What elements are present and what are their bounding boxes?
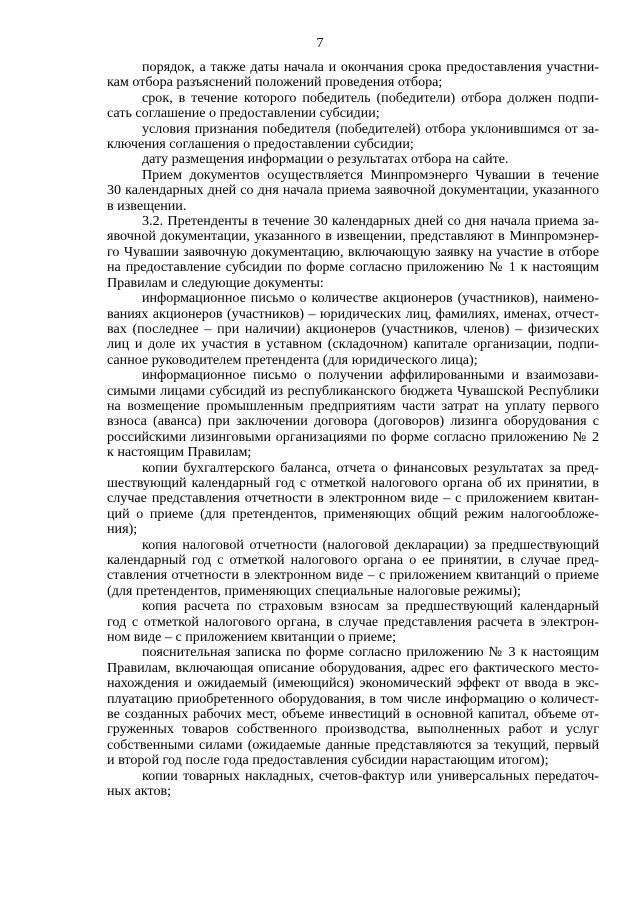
text-line: (для претендентов, применяющих специальные налоговые режимы); bbox=[107, 582, 521, 599]
text-line: нахождения и ожидаемый (имеющийся) экономический эффект от ввода в экс- bbox=[107, 675, 599, 692]
paragraph bbox=[107, 645, 599, 768]
text-line: го Чувашии заявочную документацию, включающую заявку на участие в отборе bbox=[107, 243, 599, 260]
text-line: ключения соглашения о предоставлении субсидии; bbox=[107, 136, 414, 153]
text-line: ве созданных рабочих мест, объеме инвестиций в основной капитал, объеме от- bbox=[107, 706, 599, 723]
text-line: симыми лицами субсидий из республиканского бюджета Чувашской Республики bbox=[107, 382, 599, 399]
text-line: на возмещение промышленным предприятиям части затрат на уплату первого bbox=[107, 397, 599, 414]
paragraph bbox=[107, 122, 599, 153]
text-line: собственными силами (ожидаемые данные представляются за текущий, первый bbox=[107, 736, 599, 753]
text-line: к настоящим Правилам; bbox=[107, 444, 252, 461]
text-line: Прием документов осуществляется Минпромэнерго Чувашии в течение bbox=[142, 166, 599, 183]
page-number: 7 bbox=[316, 36, 324, 51]
text-line: на предоставление субсидии по форме согласно приложению № 1 к настоящим bbox=[107, 259, 599, 276]
text-line: Правилам, включающая описание оборудования, адрес его фактического место- bbox=[107, 659, 599, 676]
text-line: явочной документации, указанного в извещении, представляют в Минпромэнер- bbox=[107, 228, 599, 245]
text-line: копии товарных накладных, счетов-фактур или универсальных передаточ- bbox=[142, 767, 599, 784]
paragraph bbox=[107, 461, 599, 538]
paragraph bbox=[107, 91, 599, 122]
text-line: 30 календарных дней со дня начала приема заявочной документации, указанного bbox=[107, 182, 599, 199]
text-line: дату размещения информации о результатах отбора на сайте. bbox=[142, 151, 509, 168]
paragraph bbox=[107, 769, 599, 800]
text-line: в извещении. bbox=[107, 197, 187, 214]
text-line: шествующий календарный год с отметкой налогового органа об их принятии, в bbox=[107, 474, 599, 491]
text-line: взноса (аванса) при заключении договора (договоров) лизинга оборудования с bbox=[107, 413, 599, 430]
text-line: информационное письмо о получении аффилированными и взаимозави- bbox=[142, 367, 599, 384]
paragraph bbox=[107, 538, 599, 600]
text-line: календарный год с отметкой налогового органа о ее принятии, в случае пред- bbox=[107, 552, 599, 568]
text-line: вах (последнее – при наличии) акционеров (участников, членов) – физических bbox=[107, 320, 599, 337]
text-line: Правилам и следующие документы: bbox=[107, 274, 324, 291]
document-body bbox=[107, 60, 599, 800]
text-line: случае представления отчетности в электронном виде – с приложением квитан- bbox=[107, 490, 599, 507]
text-line: ных актов; bbox=[107, 783, 172, 800]
text-line: и второй год после года предоставления субсидии нарастающим итогом); bbox=[107, 752, 549, 769]
text-line: российскими лизинговыми организациями по форме согласно приложению № 2 bbox=[107, 428, 599, 445]
text-line: груженных товаров собственного производства, выполненных работ и услуг bbox=[107, 721, 599, 738]
text-line: срок, в течение которого победитель (победители) отбора должен подпи- bbox=[142, 89, 599, 106]
text-line: ном виде – с приложением квитанции о приеме; bbox=[107, 629, 397, 646]
paragraph bbox=[107, 214, 599, 291]
text-line: санное руководителем претендента (для юридического лица); bbox=[107, 351, 478, 368]
text-line: сать соглашение о предоставлении субсидии; bbox=[107, 105, 380, 122]
paragraph bbox=[107, 599, 599, 645]
text-line: ставления отчетности в электронном виде – с приложением квитанций о приеме bbox=[107, 567, 599, 584]
text-line: пояснительная записка по форме согласно приложению № 3 к настоящим bbox=[142, 644, 599, 661]
paragraph bbox=[107, 60, 599, 91]
text-line: ций о приеме (для претендентов, применяющих общий режим налогообложе- bbox=[107, 505, 599, 522]
text-line: ваниях акционеров (участников) – юридических лиц, фамилиях, именах, отчест- bbox=[107, 305, 599, 322]
text-line: ния); bbox=[107, 521, 138, 538]
text-line: плуатацию приобретенного оборудования, в том числе информацию о количест- bbox=[107, 690, 599, 707]
text-line: 3.2. Претенденты в течение 30 календарных дней со дня начала приема за- bbox=[142, 213, 599, 230]
text-line: лиц и доле их участия в уставном (складочном) капитале организации, подпи- bbox=[107, 336, 599, 353]
paragraph bbox=[107, 368, 599, 460]
text-line: копии бухгалтерского баланса, отчета о финансовых результатах за пред- bbox=[142, 459, 599, 476]
text-line: информационное письмо о количестве акционеров (участников), наимено- bbox=[142, 290, 599, 307]
text-line: копия расчета по страховым взносам за предшествующий календарный bbox=[142, 598, 599, 615]
paragraph bbox=[107, 168, 599, 214]
paragraph bbox=[107, 152, 599, 167]
paragraph bbox=[107, 291, 599, 368]
text-line: год с отметкой налогового органа, в случае представления расчета в электрон- bbox=[107, 613, 599, 630]
text-line: кам отбора разъяснений положений проведения отбора; bbox=[107, 74, 443, 91]
text-line: условия признания победителя (победителей) отбора уклонившимся от за- bbox=[142, 120, 599, 137]
text-line: порядок, а также даты начала и окончания срока предоставления участни- bbox=[142, 59, 599, 75]
text-line: копия налоговой отчетности (налоговой декларации) за предшествующий bbox=[142, 536, 599, 553]
